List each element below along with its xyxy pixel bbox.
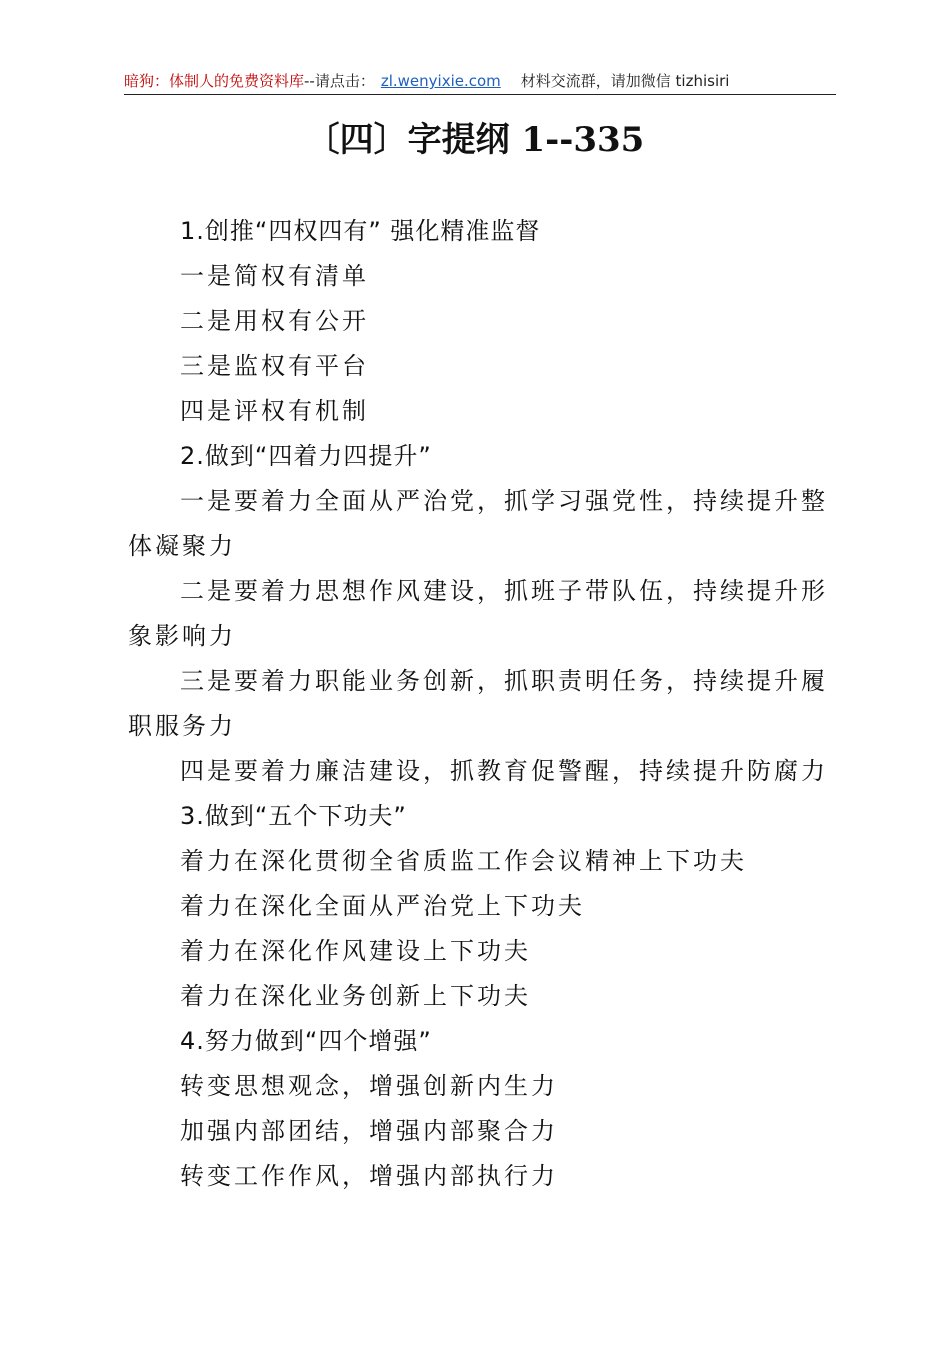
document-body <box>128 209 836 1199</box>
body-paragraph: 三是要着力职能业务创新，抓职责明任务，持续提升履职服务力 <box>128 667 828 740</box>
header-link[interactable]: zl.wenyixie.com <box>380 72 501 90</box>
body-line: 着力在深化全面从严治党上下功夫 <box>180 892 585 920</box>
document-title: 〔四〕字提纲 1--335 <box>305 120 645 160</box>
body-line: 着力在深化作风建设上下功夫 <box>180 937 531 965</box>
page-header <box>124 70 836 95</box>
section-heading-1: 1.创推“四权四有” 强化精准监督 <box>180 217 541 245</box>
section-heading-3: 3.做到“五个下功夫” <box>180 802 407 830</box>
body-line: 三是监权有平台 <box>180 352 369 380</box>
header-contact: 材料交流群，请加微信 tizhisiri <box>520 72 730 90</box>
body-line: 转变工作作风，增强内部执行力 <box>180 1162 558 1190</box>
section-heading-2: 2.做到“四着力四提升” <box>180 442 432 470</box>
body-line: 着力在深化业务创新上下功夫 <box>180 982 531 1010</box>
body-line: 转变思想观念，增强创新内生力 <box>180 1072 558 1100</box>
body-line: 着力在深化贯彻全省质监工作会议精神上下功夫 <box>180 847 747 875</box>
body-line: 加强内部团结，增强内部聚合力 <box>180 1117 558 1145</box>
body-paragraph: 二是要着力思想作风建设，抓班子带队伍，持续提升形象影响力 <box>128 577 828 650</box>
section-heading-4: 4.努力做到“四个增强” <box>180 1027 432 1055</box>
body-line: 一是简权有清单 <box>180 262 369 290</box>
body-line: 四是评权有机制 <box>180 397 369 425</box>
header-prompt: --请点击： <box>304 72 375 90</box>
header-brand: 暗狗：体制人的免费资料库 <box>124 72 305 90</box>
body-line: 二是用权有公开 <box>180 307 369 335</box>
body-paragraph: 一是要着力全面从严治党，抓学习强党性，持续提升整体凝聚力 <box>128 487 828 560</box>
body-line: 四是要着力廉洁建设，抓教育促警醒，持续提升防腐力 <box>180 757 828 785</box>
